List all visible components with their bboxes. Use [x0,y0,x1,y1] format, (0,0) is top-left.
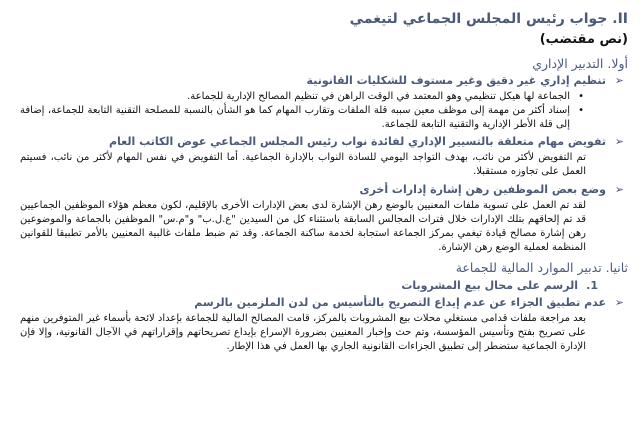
item-number: 1. [586,279,598,292]
item-heading-secondment [20,182,628,197]
bullet-text: إسناد أكثر من مهمة إلى موظف معين سببه قلة الملفات وتقارب المهام كما هو الشأن بالنسبة للمصلحة التقنية التابعة للجماعة، إضافة إلى قلة الأطر الإدارية والتقنية التابعة للجماعة. [20,105,570,130]
subtitle: (نص مقتضب) [539,32,628,47]
item-heading-label: وضع بعض الموظفين رهن إشارة إدارات أخرى [359,183,606,196]
arrow-icon: ➢ [614,74,624,87]
item-heading-label: تفويض مهام متعلقة بالتسيير الإداري لفائدة نواب رئيس المجلس الجماعي عوض الكاتب العام [108,135,606,148]
paragraph: تم التفويض لأكثر من نائب، بهدف التواجد اليومي للسادة النواب بالإدارة الجماعية. أما التفويض في نفس المهام لأكثر من نائب، فسيتم العمل على تجاوزه مستقبلا. [20,152,586,177]
bullet-item [20,104,628,132]
numbered-heading-label: الرسم على محال بيع المشروبات [401,279,578,292]
section-title-financial: ثانيا. تدبير الموارد المالية للجماعة [455,260,628,275]
bullet-text: الجماعة لها هيكل تنظيمي وهو المعتمد في الوقت الراهن في تنظيم المصالح الإدارية للجماعة. [187,91,570,102]
bullet-item [20,90,628,104]
bullet-icon: • [578,105,584,116]
page-title: II. جواب رئيس المجلس الجماعي لتيغمي [349,11,628,27]
bullet-icon: • [578,91,584,102]
arrow-icon: ➢ [614,135,624,148]
numbered-heading [20,278,628,293]
section-title-administrative: أولا. التدبير الإداري [532,56,628,71]
item-heading-penalty [20,295,628,310]
paragraph: لقد تم العمل على تسوية ملفات المعنيين بالوضع رهن الإشارة لدى بعض الإدارات الأخرى بالإقليم، لكون معظم هؤلاء الموظفين الجماعيين قد تم إلحاقهم بتلك الإدارات خلال فترات المجالس السابقة باستثناء كل من السيدين "ع.ل.ب" و"م.س" الموظفين بالجماعة والموضوعين رهن إشارة مصالح قيادة تيغمي بمركز الجماعة استجابة لخدمة ساكنة الجماعة. وقد تم ضبط ملفات غالبية المعنيين بالأمر تطبيقا للقوانين المنظمة لعملية الوضع رهن الإشارة. [20,200,586,253]
item-heading-label: عدم تطبيق الجزاء عن عدم إيداع التصريح بالتأسيس من لدن الملزمين بالرسم [194,296,606,309]
item-heading-organization [20,73,628,88]
item-heading-delegation [20,134,628,149]
arrow-icon: ➢ [614,183,624,196]
paragraph: بعد مراجعة ملفات قدامى مستغلي محلات بيع المشروبات بالمركز، قامت المصالح المالية للجماعة بإعداد لائحة بأسماء غير المتوفرين منهم على تصريح بفتح وتأسيس المؤسسة، وتم حث وإخبار المعنيين بضرورة الإسراع بإيداع تصريحاتهم وإقراراتهم في الآجال القانونية، وإلا فإن الإدارة الجماعية ستضطر إلى تطبيق الجزاءات القانونية الجاري بها العمل في هذا الإطار. [20,313,586,352]
arrow-icon: ➢ [614,296,624,309]
item-heading-label: تنظيم إداري غير دقيق وغير مستوف للشكليات القانونية [306,74,606,87]
